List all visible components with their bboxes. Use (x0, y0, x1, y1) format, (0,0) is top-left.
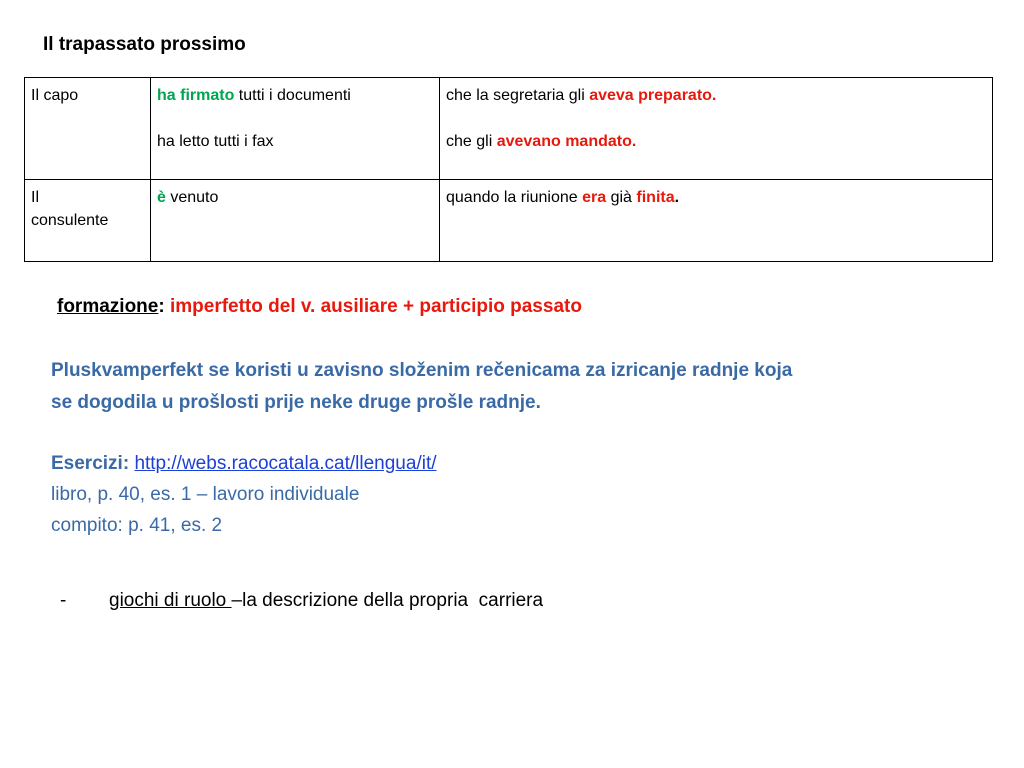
bullet-text: –la descrizione della propria carriera (231, 590, 544, 611)
verb-cell (151, 78, 440, 180)
exercise-item: libro, p. 40, es. 1 – lavoro individuale (51, 484, 360, 505)
verb-cell (151, 180, 440, 262)
verb-rest: tutti i documenti (234, 87, 351, 104)
subject-text: Il capo (31, 87, 79, 104)
verb-line (157, 84, 433, 107)
verb-highlight: ha firmato (157, 87, 235, 104)
clause-highlight: finita (636, 189, 675, 206)
subject-cell (25, 78, 151, 180)
clause-line (446, 84, 986, 107)
bullet-item (60, 590, 543, 612)
clause-highlight: aveva preparato. (589, 87, 717, 104)
subject-cell (25, 180, 151, 262)
verb-rest: venuto (165, 189, 219, 206)
clause-text: che gli (446, 133, 497, 151)
subject-text: consulente (31, 212, 109, 230)
grammar-table (24, 77, 993, 262)
explanation-paragraph (51, 355, 951, 419)
subject-text: Il (31, 189, 39, 206)
clause-text: che la segretaria gli (446, 87, 590, 104)
explanation-line: Pluskvamperfekt se koristi u zavisno složenim rečenicama za izricanje radnje koja (51, 360, 793, 381)
table-row (25, 78, 993, 180)
clause-cell (440, 180, 993, 262)
verb-highlight: è (157, 189, 166, 206)
explanation-line: se dogodila u prošlosti prije neke druge prošle radnje. (51, 392, 541, 413)
exercise-item: compito: p. 41, es. 2 (51, 515, 223, 536)
clause-text: quando la riunione (446, 189, 583, 206)
formation-rule (57, 296, 582, 318)
clause-end: . (674, 189, 680, 206)
formation-label: formazione (57, 296, 159, 317)
bullet-dash: - (60, 590, 67, 611)
exercises-line (51, 448, 437, 479)
clause-highlight: era (582, 189, 607, 206)
exercises-link[interactable]: http://webs.racocatala.cat/llengua/it/ (134, 453, 437, 474)
bullet-underlined: giochi di ruolo (109, 590, 232, 611)
clause-highlight: avevano mandato. (496, 133, 637, 151)
verb-line-2: ha letto tutti i fax (157, 133, 274, 151)
clause-line-2 (446, 130, 986, 153)
formation-separator: : (158, 296, 170, 317)
formation-value: imperfetto del v. ausiliare + participio passato (169, 296, 582, 317)
table-row (25, 180, 993, 262)
page-title: Il trapassato prossimo (43, 34, 246, 55)
exercises-label: Esercizi: (51, 453, 135, 474)
clause-cell (440, 78, 993, 180)
clause-text: già (606, 189, 637, 206)
exercises-block (51, 448, 437, 541)
